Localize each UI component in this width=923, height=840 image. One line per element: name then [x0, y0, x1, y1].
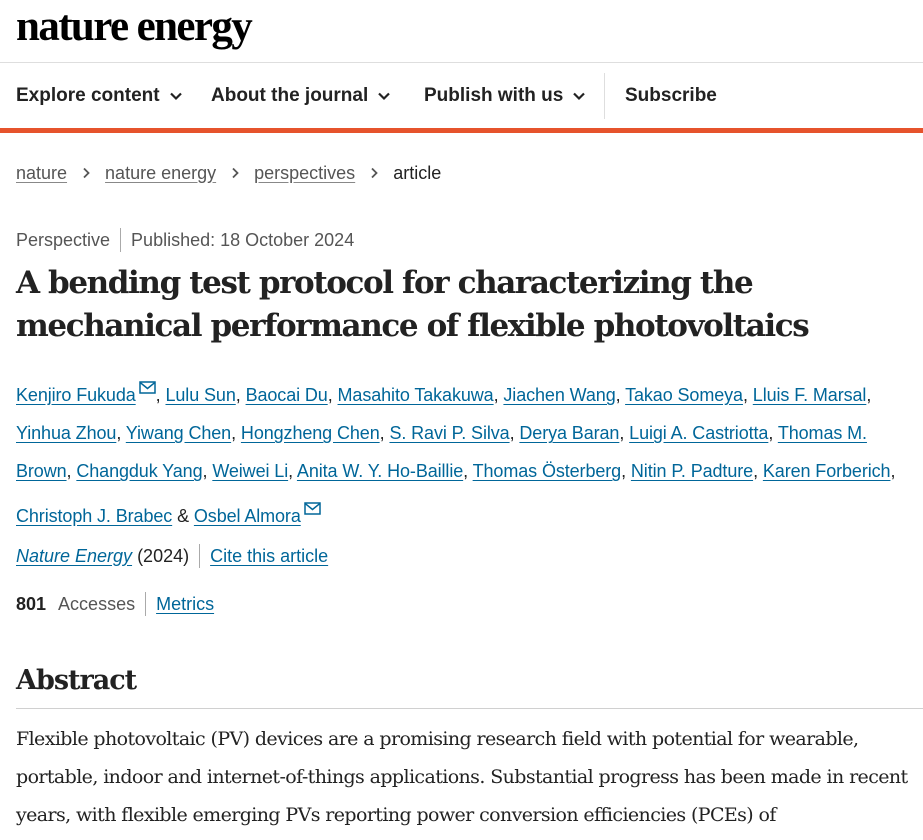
author-link[interactable]: Thomas M. Brown	[16, 423, 867, 481]
author-link[interactable]: Anita W. Y. Ho-Baillie	[296, 461, 464, 481]
author-link[interactable]: Lluis F. Marsal	[752, 385, 867, 405]
mail-icon[interactable]	[304, 490, 321, 503]
author-link[interactable]: Yiwang Chen	[125, 423, 232, 443]
author-link[interactable]: Jiachen Wang	[503, 385, 616, 405]
chevron-down-icon	[377, 89, 391, 103]
nav-divider	[604, 73, 605, 119]
author-link[interactable]: Christoph J. Brabec	[16, 506, 173, 526]
abstract-heading: Abstract	[16, 665, 137, 696]
article-title: A bending test protocol for characterizing the mechanical performance of flexible photovoltaics	[16, 265, 809, 344]
author-link[interactable]: Thomas Österberg	[472, 461, 622, 481]
chevron-right-icon	[81, 167, 91, 179]
published-date: Published: 18 October 2024	[131, 229, 355, 250]
metrics-link[interactable]: Metrics	[156, 593, 215, 614]
chevron-right-icon	[369, 167, 379, 179]
nav-label: Explore content	[16, 84, 160, 106]
metrics-line	[16, 591, 214, 617]
author-link[interactable]: Kenjiro Fukuda	[16, 385, 136, 405]
author-link[interactable]: Takao Someya	[625, 385, 743, 405]
cite-this-article-link[interactable]: Cite this article	[210, 545, 329, 566]
author-link[interactable]: Baocai Du	[245, 385, 328, 405]
nav-publish-with-us[interactable]	[424, 63, 586, 128]
breadcrumb-current: article	[393, 162, 442, 183]
journal-logo[interactable]: nature energy	[16, 3, 252, 50]
chevron-down-icon	[572, 89, 586, 103]
author-link[interactable]: Luigi A. Castriotta	[629, 423, 769, 443]
breadcrumb-perspectives[interactable]: perspectives	[254, 162, 356, 183]
article-meta	[16, 227, 354, 253]
chevron-down-icon	[169, 89, 183, 103]
author-link[interactable]: Masahito Takakuwa	[337, 385, 494, 405]
journal-link[interactable]: Nature Energy	[16, 545, 133, 566]
author-link[interactable]: Weiwei Li	[212, 461, 289, 481]
author-link[interactable]: Changduk Yang	[76, 461, 203, 481]
breadcrumb-nature-energy[interactable]: nature energy	[105, 162, 217, 183]
author-list: Kenjiro Fukuda , Lulu Sun, Baocai Du, Masahito Takakuwa, Jiachen Wang, Takao Someya, Lluis F. Marsal, Yinhua Zhou, Yiwang Chen, Hongzheng Chen, S. Ravi P. Silva, Derya Baran, Luigi A. Castriotta, Thomas M. Brown, Changduk Yang, Weiwei Li, Anita W. Y. Ho-Baillie, Thomas Österberg, Nitin P. Padture, Karen Forberich, Christoph J. Brabec & Osbel Almora	[16, 369, 916, 535]
author-link[interactable]: S. Ravi P. Silva	[389, 423, 510, 443]
abstract-divider	[16, 708, 923, 709]
author-link[interactable]: Yinhua Zhou	[16, 423, 117, 443]
author-link[interactable]: Lulu Sun	[165, 385, 236, 405]
author-link[interactable]: Nitin P. Padture	[630, 461, 754, 481]
mail-icon[interactable]	[139, 369, 156, 382]
nav-subscribe[interactable]	[625, 63, 717, 128]
metrics-divider	[145, 592, 146, 616]
nav-label: Publish with us	[424, 84, 564, 106]
breadcrumb-nature[interactable]: nature	[16, 162, 68, 183]
nav-label: About the journal	[211, 84, 369, 106]
article-type: Perspective	[16, 229, 111, 250]
author-link[interactable]: Hongzheng Chen	[240, 423, 380, 443]
citation-line	[16, 543, 328, 569]
abstract-text: Flexible photovoltaic (PV) devices are a promising research field with potential for wearable, portable, indoor and internet-of-things applications. Substantial progress has been made in recent years, with flexible emerging PVs reporting power conversion efficiencies (PCEs) of	[16, 728, 908, 826]
main-nav	[0, 63, 923, 128]
accent-bar	[0, 128, 923, 133]
author-link[interactable]: Derya Baran	[519, 423, 620, 443]
accesses-count: 801	[16, 593, 47, 614]
citation-divider	[199, 544, 200, 568]
nav-about-journal[interactable]	[211, 63, 391, 128]
author-link[interactable]: Osbel Almora	[193, 506, 301, 526]
nav-explore-content[interactable]	[16, 63, 183, 128]
breadcrumb	[16, 161, 441, 185]
nav-label: Subscribe	[625, 84, 717, 106]
meta-divider	[120, 228, 121, 252]
accesses-label: Accesses	[58, 593, 136, 614]
publication-year: (2024)	[137, 545, 190, 566]
chevron-right-icon	[230, 167, 240, 179]
author-link[interactable]: Karen Forberich	[762, 461, 891, 481]
